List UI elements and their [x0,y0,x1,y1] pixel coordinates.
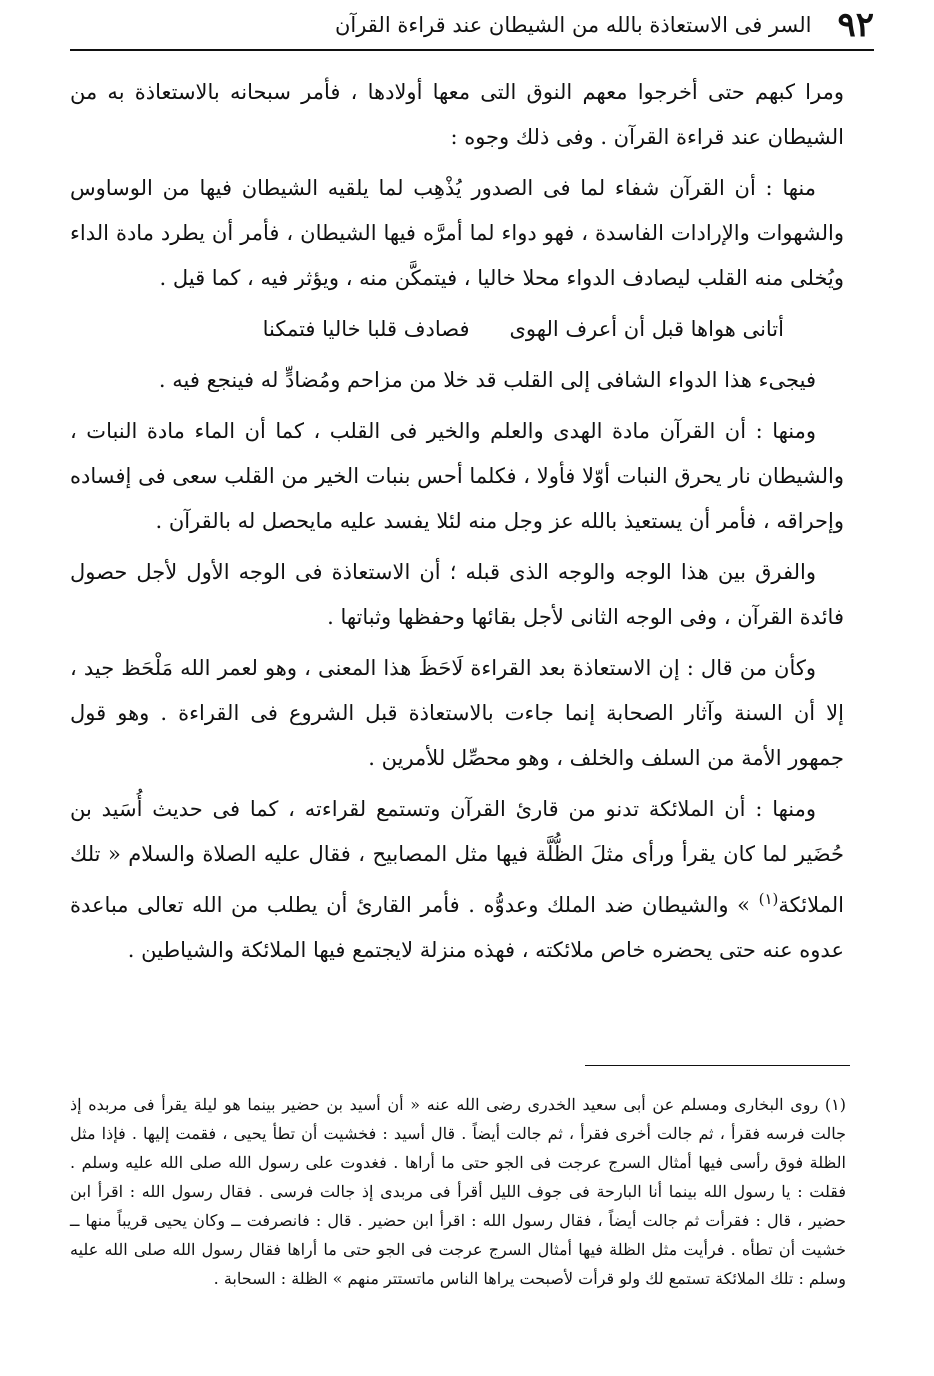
paragraph-6: وكأن من قال : إن الاستعاذة بعد القراءة لَاحَظَ هذا المعنى ، وهو لعمر الله مَلْحَظ جيد ، إلا أن السنة وآثار الصحابة إنما جاءت بالاستعاذة قبل الشروع فى القراءة . وهو قول جمهور الأمة من السلف والخلف ، وهو محصِّل للأمرين . [70,656,844,770]
footnote-text: (١) روى البخارى ومسلم عن أبى سعيد الخدرى رضى الله عنه « أن أسيد بن حضير بينما هو ليلة يقرأ فى مربده إذ جالت فرسه فقرأ ، ثم جالت أخرى فقرأ ، ثم جالت أيضاً . قال أسيد : فخشيت أن تطأ يحيى ، فقمت إليها . فإذا مثل الظلة فوق رأسى فيها أمثال السرج عرجت فى الجو حتى ما أراها . فغدوت على رسول الله صلى الله عليه وسلم . فقلت : يا رسول الله بينما أنا البارحة فى جوف الليل أقرأ فى مربدى إذ جالت فرسى . فقال رسول الله : اقرأ ابن حضير ، قال : فقرأت ثم جالت أيضاً ، فقال رسول الله : اقرأ ابن حضير . قال : فانصرفت ــ وكان يحيى قريباً منها ــ خشيت أن تطأه . فرأيت مثل الظلة فيها أمثال السرج عرجت فى الجو حتى ما أراها فقال رسول الله صلى الله عليه وسلم : تلك الملائكة تستمع لك ولو قرأت لأصبحت يراها الناس ماتستتر منهم » الظلة : السحابة . [70,1095,847,1288]
paragraph-7-end: » والشيطان ضد الملك وعدوُّه . فأمر القارئ أن يطلب من الله تعالى مباعدة عدوه عنه حتى يحضره خاص ملائكته ، فهذه منزلة لايجتمع فيها الملائكة والشياطين . [70,893,844,962]
footnote-marker: (١) [758,890,779,908]
paragraph-5: والفرق بين هذا الوجه والوجه الذى قبله ؛ أن الاستعاذة فى الوجه الأول لأجل حصول فائدة القرآن ، وفى الوجه الثانى لأجل بقائها وحفظها وثباتها . [70,560,844,629]
paragraph-4: ومنها : أن القرآن مادة الهدى والعلم والخير فى القلب ، كما أن الماء مادة النبات ، والشيطان نار يحرق النبات أوّلا فأولا ، فكلما أحس بنبات الخير من القلب سعى فى إفساده وإحراقه ، فأمر أن يستعيذ بالله عز وجل منه لئلا يفسد عليه مايحصل له بالقرآن . [70,419,844,533]
poetry-verse [70,307,844,352]
verse-hemistich-2: فصادف قلبا خاليا فتمكنا [262,317,470,341]
page-number: ٩٢ [837,5,874,45]
paragraph-7 [70,787,844,973]
page-header [70,2,874,48]
paragraph-7-start: ومنها : أن الملائكة تدنو من قارئ القرآن وتستمع لقراءته ، كما فى حديث أُسَيد بن حُضَير لما كان يقرأ ورأى مثلَ الظُّلَّة فيها مثل المصابيح ، فقال عليه الصلاة والسلام « تلك الملائكة [70,797,844,917]
verse-hemistich-1: أتانى هواها قبل أن أعرف الهوى [509,317,784,341]
main-text [70,70,844,979]
paragraph-1: ومرا كبهم حتى أخرجوا معهم النوق التى معها أولادها ، فأمر سبحانه بالاستعاذة به من الشيطان عند قراءة القرآن . وفى ذلك وجوه : [70,80,844,149]
header-rule [70,49,874,51]
paragraph-3: فيجىء هذا الدواء الشافى إلى القلب قد خلا من مزاحم ومُضادٍّ له فينجع فيه . [158,368,816,392]
footnote-rule [585,1065,850,1066]
running-head: السر فى الاستعاذة بالله من الشيطان عند قراءة القرآن [334,13,812,37]
paragraph-2: منها : أن القرآن شفاء لما فى الصدور يُذْهِب لما يلقيه الشيطان فيها من الوساوس والشهوات والإرادات الفاسدة ، فهو دواء لما أمرَّه فيها الشيطان ، فأمر أن يطرد مادة الداء ويُخلى منه القلب ليصادف الدواء محلا خاليا ، فيتمكَّن منه ، ويؤثر فيه ، كما قيل . [70,176,844,290]
footnote [70,1090,846,1293]
